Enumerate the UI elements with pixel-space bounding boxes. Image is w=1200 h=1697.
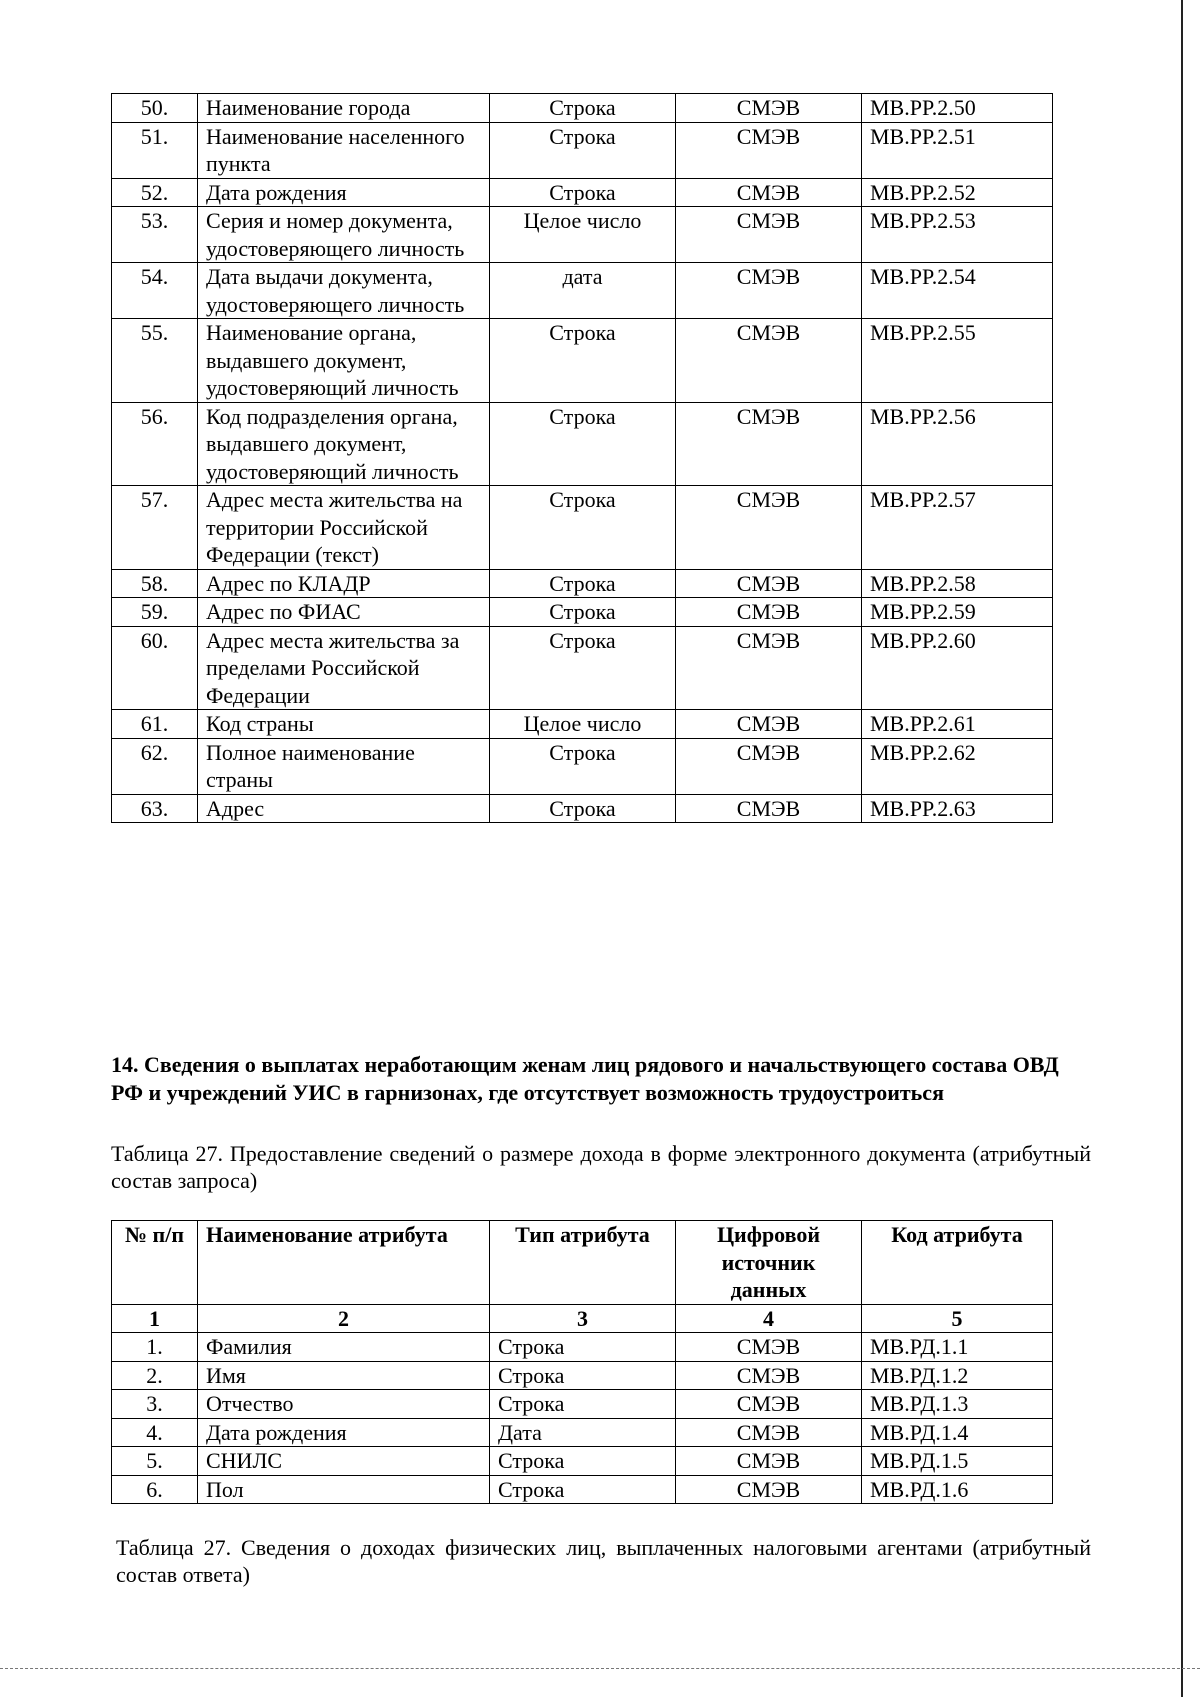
attributes-table-continued bbox=[111, 93, 1053, 823]
row-number: 59. bbox=[112, 598, 198, 627]
attribute-code: MB.РД.1.5 bbox=[862, 1447, 1053, 1476]
data-source: СМЭВ bbox=[676, 598, 862, 627]
attribute-name: Код страны bbox=[198, 710, 490, 739]
attribute-name: Отчество bbox=[198, 1390, 490, 1419]
column-number: 4 bbox=[676, 1304, 862, 1333]
attribute-type: Строка bbox=[490, 122, 676, 178]
table-row bbox=[112, 1447, 1053, 1476]
table-row bbox=[112, 626, 1053, 710]
row-number: 5. bbox=[112, 1447, 198, 1476]
table-caption-response: Таблица 27. Сведения о доходах физических лиц, выплаченных налоговыми агентами (атрибутный состав ответа) bbox=[116, 1535, 1091, 1587]
table-caption-request: Таблица 27. Предоставление сведений о размере дохода в форме электронного документа (атрибутный состав запроса) bbox=[111, 1141, 1091, 1193]
table-row bbox=[112, 710, 1053, 739]
row-number: 60. bbox=[112, 626, 198, 710]
attribute-type: Строка bbox=[490, 486, 676, 570]
data-source: СМЭВ bbox=[676, 1418, 862, 1447]
data-source: СМЭВ bbox=[676, 1333, 862, 1362]
data-source: СМЭВ bbox=[676, 710, 862, 739]
row-number: 63. bbox=[112, 794, 198, 823]
data-source: СМЭВ bbox=[676, 207, 862, 263]
data-source: СМЭВ bbox=[676, 1361, 862, 1390]
data-source: СМЭВ bbox=[676, 794, 862, 823]
data-source: СМЭВ bbox=[676, 122, 862, 178]
attribute-name: Пол bbox=[198, 1475, 490, 1504]
section-heading: 14. Сведения о выплатах неработающим женам лиц рядового и начальствующего состава ОВД РФ и учреждений УИС в гарнизонах, где отсутствует возможность трудоустроиться bbox=[111, 1052, 1059, 1105]
table-row bbox=[112, 598, 1053, 627]
header-source: Цифровой источник данных bbox=[676, 1221, 862, 1305]
row-number: 62. bbox=[112, 738, 198, 794]
header-code: Код атрибута bbox=[862, 1221, 1053, 1305]
table-row bbox=[112, 207, 1053, 263]
table-row bbox=[112, 738, 1053, 794]
table-row bbox=[112, 178, 1053, 207]
attribute-code: MB.PP.2.51 bbox=[862, 122, 1053, 178]
data-source: СМЭВ bbox=[676, 1390, 862, 1419]
attribute-type: Целое число bbox=[490, 710, 676, 739]
row-number: 57. bbox=[112, 486, 198, 570]
row-number: 54. bbox=[112, 263, 198, 319]
attribute-code: MB.РД.1.2 bbox=[862, 1361, 1053, 1390]
attribute-type: Строка bbox=[490, 402, 676, 486]
data-source: СМЭВ bbox=[676, 626, 862, 710]
attribute-type: Строка bbox=[490, 1361, 676, 1390]
attribute-name: Наименование города bbox=[198, 94, 490, 123]
attribute-code: MB.PP.2.55 bbox=[862, 319, 1053, 403]
attribute-type: Строка bbox=[490, 319, 676, 403]
attribute-name: Код подразделения органа, выдавшего документ, удостоверяющий личность bbox=[198, 402, 490, 486]
attribute-code: MB.PP.2.52 bbox=[862, 178, 1053, 207]
attribute-code: MB.РД.1.4 bbox=[862, 1418, 1053, 1447]
table-row bbox=[112, 263, 1053, 319]
attribute-name: Полное наименование страны bbox=[198, 738, 490, 794]
attribute-name: Наименование населенного пункта bbox=[198, 122, 490, 178]
attribute-type: Строка bbox=[490, 178, 676, 207]
attribute-code: MB.PP.2.62 bbox=[862, 738, 1053, 794]
attribute-name: Имя bbox=[198, 1361, 490, 1390]
attribute-type: Строка bbox=[490, 626, 676, 710]
attribute-type: Строка bbox=[490, 569, 676, 598]
column-number: 3 bbox=[490, 1304, 676, 1333]
attribute-name: Наименование органа, выдавшего документ, удостоверяющий личность bbox=[198, 319, 490, 403]
column-number: 1 bbox=[112, 1304, 198, 1333]
table-row bbox=[112, 1361, 1053, 1390]
data-source: СМЭВ bbox=[676, 569, 862, 598]
attribute-type: Строка bbox=[490, 1390, 676, 1419]
table-row bbox=[112, 1418, 1053, 1447]
header-type: Тип атрибута bbox=[490, 1221, 676, 1305]
attribute-type: Строка bbox=[490, 794, 676, 823]
data-source: СМЭВ bbox=[676, 178, 862, 207]
attribute-code: MB.PP.2.50 bbox=[862, 94, 1053, 123]
attribute-code: MB.PP.2.54 bbox=[862, 263, 1053, 319]
row-number: 61. bbox=[112, 710, 198, 739]
data-source: СМЭВ bbox=[676, 94, 862, 123]
attribute-code: MB.PP.2.60 bbox=[862, 626, 1053, 710]
row-number: 53. bbox=[112, 207, 198, 263]
attribute-code: MB.PP.2.59 bbox=[862, 598, 1053, 627]
data-source: СМЭВ bbox=[676, 1475, 862, 1504]
row-number: 2. bbox=[112, 1361, 198, 1390]
attribute-type: Строка bbox=[490, 738, 676, 794]
table-row bbox=[112, 402, 1053, 486]
table-row bbox=[112, 1390, 1053, 1419]
row-number: 50. bbox=[112, 94, 198, 123]
table-row bbox=[112, 94, 1053, 123]
attribute-type: Строка bbox=[490, 1475, 676, 1504]
attribute-name: Серия и номер документа, удостоверяющего личность bbox=[198, 207, 490, 263]
table-row bbox=[112, 1333, 1053, 1362]
row-number: 58. bbox=[112, 569, 198, 598]
table-row bbox=[112, 794, 1053, 823]
table-row bbox=[112, 319, 1053, 403]
row-number: 56. bbox=[112, 402, 198, 486]
scan-border-right bbox=[1181, 0, 1183, 1697]
header-name: Наименование атрибута bbox=[198, 1221, 490, 1305]
attribute-name: Адрес по КЛАДР bbox=[198, 569, 490, 598]
attribute-type: Дата bbox=[490, 1418, 676, 1447]
attribute-name: Адрес bbox=[198, 794, 490, 823]
attribute-name: Адрес по ФИАС bbox=[198, 598, 490, 627]
attribute-type: Строка bbox=[490, 598, 676, 627]
attribute-name: Дата выдачи документа, удостоверяющего личность bbox=[198, 263, 490, 319]
attribute-name: СНИЛС bbox=[198, 1447, 490, 1476]
table-row bbox=[112, 569, 1053, 598]
attribute-code: MB.PP.2.63 bbox=[862, 794, 1053, 823]
column-number: 5 bbox=[862, 1304, 1053, 1333]
data-source: СМЭВ bbox=[676, 738, 862, 794]
row-number: 3. bbox=[112, 1390, 198, 1419]
table-row bbox=[112, 1475, 1053, 1504]
row-number: 51. bbox=[112, 122, 198, 178]
table-header-row bbox=[112, 1221, 1053, 1305]
row-number: 55. bbox=[112, 319, 198, 403]
attribute-code: MB.PP.2.58 bbox=[862, 569, 1053, 598]
column-number-row bbox=[112, 1304, 1053, 1333]
attribute-code: MB.PP.2.61 bbox=[862, 710, 1053, 739]
attribute-code: MB.PP.2.57 bbox=[862, 486, 1053, 570]
attribute-name: Дата рождения bbox=[198, 178, 490, 207]
row-number: 52. bbox=[112, 178, 198, 207]
attribute-code: MB.PP.2.56 bbox=[862, 402, 1053, 486]
attribute-type: Строка bbox=[490, 1447, 676, 1476]
attribute-code: MB.РД.1.1 bbox=[862, 1333, 1053, 1362]
attribute-type: Строка bbox=[490, 94, 676, 123]
attribute-type: Строка bbox=[490, 1333, 676, 1362]
attribute-code: MB.PP.2.53 bbox=[862, 207, 1053, 263]
table-row bbox=[112, 122, 1053, 178]
column-number: 2 bbox=[198, 1304, 490, 1333]
attribute-name: Фамилия bbox=[198, 1333, 490, 1362]
row-number: 6. bbox=[112, 1475, 198, 1504]
request-attributes-table bbox=[111, 1220, 1053, 1504]
attribute-name: Дата рождения bbox=[198, 1418, 490, 1447]
row-number: 4. bbox=[112, 1418, 198, 1447]
attribute-code: MB.РД.1.3 bbox=[862, 1390, 1053, 1419]
scan-border-bottom bbox=[0, 1668, 1200, 1670]
attribute-code: MB.РД.1.6 bbox=[862, 1475, 1053, 1504]
data-source: СМЭВ bbox=[676, 263, 862, 319]
attribute-name: Адрес места жительства за пределами Российской Федерации bbox=[198, 626, 490, 710]
header-num: № п/п bbox=[112, 1221, 198, 1305]
row-number: 1. bbox=[112, 1333, 198, 1362]
data-source: СМЭВ bbox=[676, 1447, 862, 1476]
data-source: СМЭВ bbox=[676, 402, 862, 486]
table-row bbox=[112, 486, 1053, 570]
attribute-name: Адрес места жительства на территории Российской Федерации (текст) bbox=[198, 486, 490, 570]
attribute-type: Целое число bbox=[490, 207, 676, 263]
data-source: СМЭВ bbox=[676, 486, 862, 570]
attribute-type: дата bbox=[490, 263, 676, 319]
data-source: СМЭВ bbox=[676, 319, 862, 403]
